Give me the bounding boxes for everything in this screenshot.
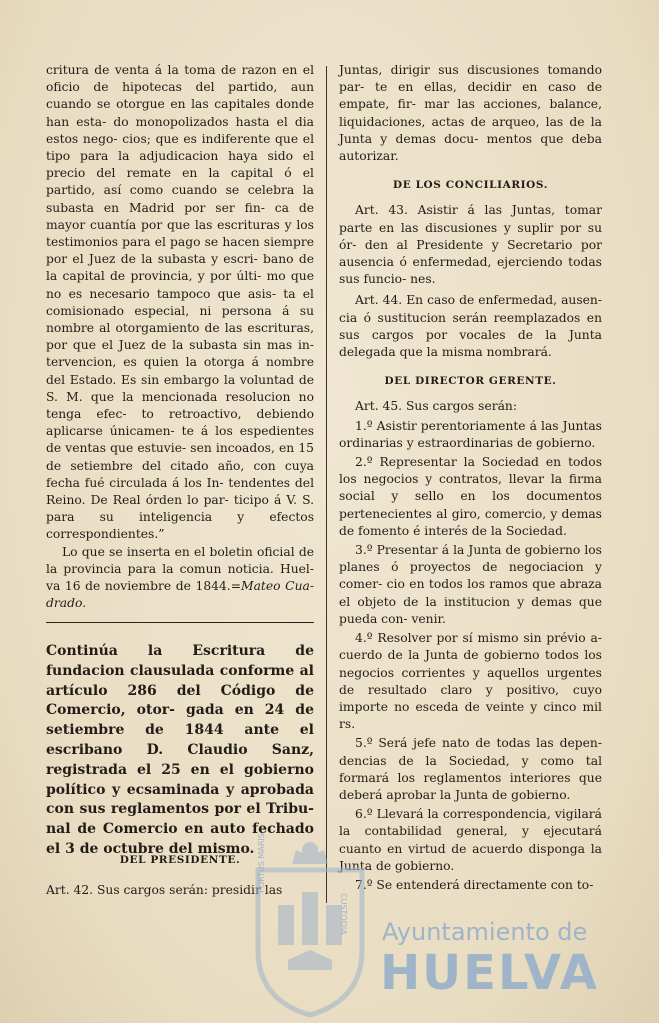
watermark-line-2: HUELVA — [380, 945, 599, 1001]
article-45: Art. 45. Sus cargos serán: — [355, 399, 517, 414]
signature-name: Mateo Cua- drado. — [46, 579, 314, 611]
list-item: 6.º Llevará la correspondencia, vigilará la contabilidad general, y ejecutará cuanto en virtud de acuerdo disponga la Junta de gobierno. — [339, 807, 602, 873]
right-column — [339, 62, 602, 894]
list-item: 1.º Asistir perentoriamente á las Juntas ordinarias y estraordinarias de gobierno. — [339, 418, 602, 450]
section-separator — [46, 622, 314, 623]
left-column — [46, 62, 314, 613]
heading-gerente: DEL DIRECTOR GERENTE. — [384, 375, 557, 388]
left-paragraph-1: critura de venta á la toma de razon en el oficio de hipotecas del partido, aun cuando se otorgue en las capitales donde han esta- do monopolizados hasta el dia estos nego- cios; que es indiferente que el tipo para la adjudicacion haya sido el precio del remate en la capital ó el partido, así como cuando se celebra la subasta en Madrid por ser fin- ca de mayor cuantía por que las escrituras y los testimonios para el pago se hacen siempre por el Juez de la subasta y escri- bano de la capital de provincia, y por últi- mo que no es necesario tampoco que asis- ta el comisionado especial, ni persona á su nombre al otorgamiento de las escrituras, por que el Juez de la subasta sin mas in- tervencion, es quien la otorga á nombre del Estado. Es sin embargo la voluntad de S. M. que la mencionada resolucion no tenga efec- to retroactivo, debiendo aplicarse únicamen- te á los espedientes de ventas que estuvie- sen incoados, en 15 de setiembre del citado año, con cuya fecha fué circulada á los In- tendentes del Reino. De Real órden lo par- ticipo á V. S. para su inteligencia y efectos correspondientes.” — [46, 63, 314, 542]
article-42: Art. 42. Sus cargos serán: presidir las — [46, 882, 283, 897]
seal-left-text: PORTUS MARIS — [257, 833, 266, 893]
seal-right-text: CUSTODIA — [339, 893, 348, 935]
list-item: 2.º Representar la Sociedad en todos los negocios y contratos, llevar la firma social y sello en los documentos pertenecientes al giro, comercio, y demas de fomento é interés de la Sociedad. — [339, 455, 602, 538]
list-item: 3.º Presentar á la Junta de gobierno los planes ó proyectos de negociacion y comer- cio en todos los ramos que abraza el objeto de la institucion y demas que pueda con- venir. — [339, 543, 602, 626]
bold-notice: Continúa la Escritura de fundacion clausulada conforme al artículo 286 del Código de Comercio, otor- gada en 24 de setiembre de 1844 ante el escribano D. Claudio Sanz, registrada el 25 en el gobierno político y ecsaminada y aprobada con sus reglamentos por el Tribu- nal de Comercio en auto fechado el 3 de octubre del mismo. — [46, 643, 314, 857]
column-divider — [326, 66, 327, 903]
watermark-line-1: Ayuntamiento de — [382, 918, 588, 946]
list-item: 4.º Resolver por sí mismo sin prévio a- cuerdo de la Junta de gobierno todos los negocios corrientes y aquellos urgentes de resultado claro y positivo, cuyo importe no esceda de veinte y cinco mil rs. — [339, 631, 602, 732]
left-paragraph-2-text: Lo que se inserta en el boletin oficial de la provincia para la comun noticia. Huel- va 16 de noviembre de 1844.= — [46, 544, 314, 594]
list-item: 5.º Será jefe nato de todas las depen- dencias de la Sociedad, y como tal formará los reglamentos interiores que deberá aprobar la Junta de gobierno. — [339, 736, 602, 802]
list-item: 7.º Se entenderá directamente con to- — [355, 877, 594, 892]
heading-conciliarios: DE LOS CONCILIARIOS. — [393, 179, 548, 192]
article-43: Art. 43. Asistir á las Juntas, tomar parte en las discusiones y suplir por su ór- den al Presidente y Secretario por ausencia ó enfermedad, ejerciendo todas sus funcio- nes. — [339, 203, 602, 287]
left-paragraph-2 — [46, 544, 314, 613]
heading-presidente: DEL PRESIDENTE. — [119, 854, 241, 866]
article-44: Art. 44. En caso de enfermedad, ausen- cia ó sustitucion serán reemplazados en sus cargos por vocales de la Junta delegada que la misma nombrará. — [339, 293, 602, 360]
right-paragraph-cont: Juntas, dirigir sus discusiones tomando par- te en ellas, decidir en caso de empate, fir- mar las acciones, balance, liquidaciones, actas de arqueo, las de la Junta y demas docu- mentos que deba autorizar. — [339, 63, 602, 164]
